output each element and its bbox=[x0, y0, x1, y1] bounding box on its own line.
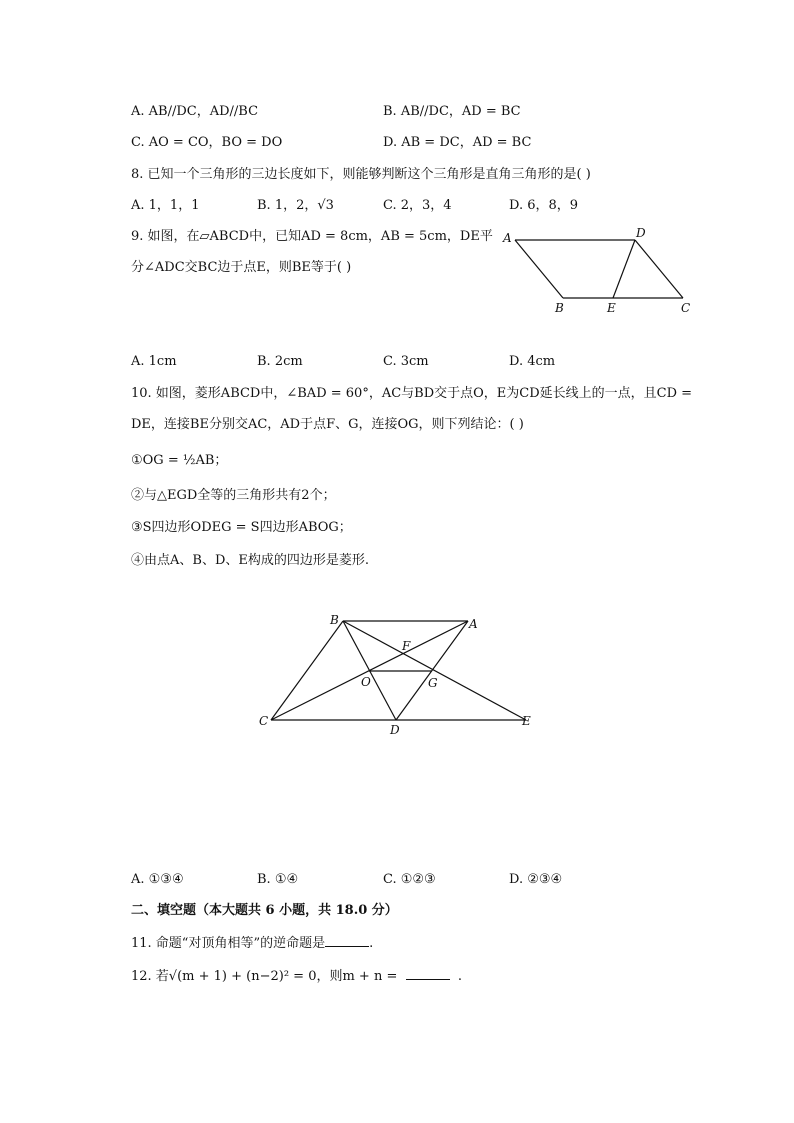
q7-option-b: B. AB//DC，AD = BC bbox=[383, 104, 521, 119]
q9-option-d: D. 4cm bbox=[509, 354, 556, 369]
q9-stem-line2: 分∠ADC交BC边于点E，则BE等于( ) bbox=[131, 260, 352, 275]
q9-label-c: C bbox=[681, 301, 691, 315]
q10-option-b: B. ①④ bbox=[257, 872, 299, 887]
q8-option-d: D. 6，8，9 bbox=[509, 198, 579, 213]
q9-option-c: C. 3cm bbox=[383, 354, 429, 369]
q8-option-c: C. 2，3，4 bbox=[383, 198, 452, 213]
q10-stem-line1: 10. 如图，菱形ABCD中，∠BAD = 60°，AC与BD交于点O，E为CD延长线上的一点，且CD = bbox=[131, 386, 693, 401]
q9-option-b: B. 2cm bbox=[257, 354, 303, 369]
q10-conclusion-2: ②与△EGD全等的三角形共有2个； bbox=[131, 488, 336, 503]
q10-option-d: D. ②③④ bbox=[509, 872, 563, 887]
q11-stem: 11. 命题“对顶角相等”的逆命题是 bbox=[131, 936, 326, 951]
q10-label-g: G bbox=[428, 676, 438, 690]
q10-rhombus-figure bbox=[250, 605, 550, 740]
q11-end: . bbox=[369, 936, 374, 951]
q9-stem-line1: 9. 如图，在▱ABCD中，已知AD = 8cm，AB = 5cm，DE平 bbox=[131, 229, 493, 244]
q12-end: . bbox=[457, 969, 463, 984]
q10-label-f: F bbox=[402, 639, 411, 653]
q10-label-c: C bbox=[259, 714, 269, 728]
q9-side-dc bbox=[635, 240, 683, 298]
q9-parallelogram-figure bbox=[500, 224, 700, 320]
q10-option-a: A. ①③④ bbox=[131, 872, 184, 887]
q10-conclusion-1: ①OG = ½AB； bbox=[131, 453, 228, 468]
q9-label-b: B bbox=[555, 301, 564, 315]
q10-option-c: C. ①②③ bbox=[383, 872, 436, 887]
q8-option-b: B. 1，2，√3 bbox=[257, 198, 334, 213]
q8-stem: 8. 已知一个三角形的三边长度如下，则能够判断这个三角形是直角三角形的是( ) bbox=[131, 167, 591, 182]
q9-side-ba bbox=[515, 240, 563, 298]
q9-segment-de bbox=[613, 240, 635, 298]
q9-label-e: E bbox=[607, 301, 616, 315]
section2-heading: 二、填空题（本大题共 6 小题，共 18.0 分） bbox=[131, 903, 398, 918]
q12-line bbox=[131, 967, 462, 986]
q10-stem-line2: DE，连接BE分别交AC，AD于点F、G，连接OG，则下列结论：( ) bbox=[131, 417, 524, 432]
q10-label-e: E bbox=[522, 714, 531, 728]
q10-side-bc bbox=[271, 621, 343, 720]
q10-conclusion-3: ③S四边形ODEG = S四边形ABOG； bbox=[131, 520, 352, 535]
q9-option-a: A. 1cm bbox=[131, 354, 177, 369]
q10-conclusion-4: ④由点A、B、D、E构成的四边形是菱形. bbox=[131, 553, 369, 568]
q12-prefix: 12. 若√(m + 1) + (n−2)² = 0，则m + n = bbox=[131, 969, 398, 984]
q11-answer-blank[interactable] bbox=[325, 934, 369, 947]
q10-label-a: A bbox=[469, 617, 478, 631]
q7-option-d: D. AB = DC，AD = BC bbox=[383, 135, 532, 150]
q7-option-a: A. AB//DC，AD//BC bbox=[131, 104, 259, 119]
q11-line bbox=[131, 934, 373, 953]
q9-label-a: A bbox=[503, 231, 512, 245]
q8-option-a: A. 1，1，1 bbox=[131, 198, 200, 213]
q9-label-d: D bbox=[636, 226, 646, 240]
q7-option-c: C. AO = CO，BO = DO bbox=[131, 135, 283, 150]
q10-label-b: B bbox=[330, 613, 339, 627]
q10-label-o: O bbox=[361, 675, 371, 689]
q12-answer-blank[interactable] bbox=[406, 967, 450, 980]
q10-label-d: D bbox=[390, 723, 400, 737]
